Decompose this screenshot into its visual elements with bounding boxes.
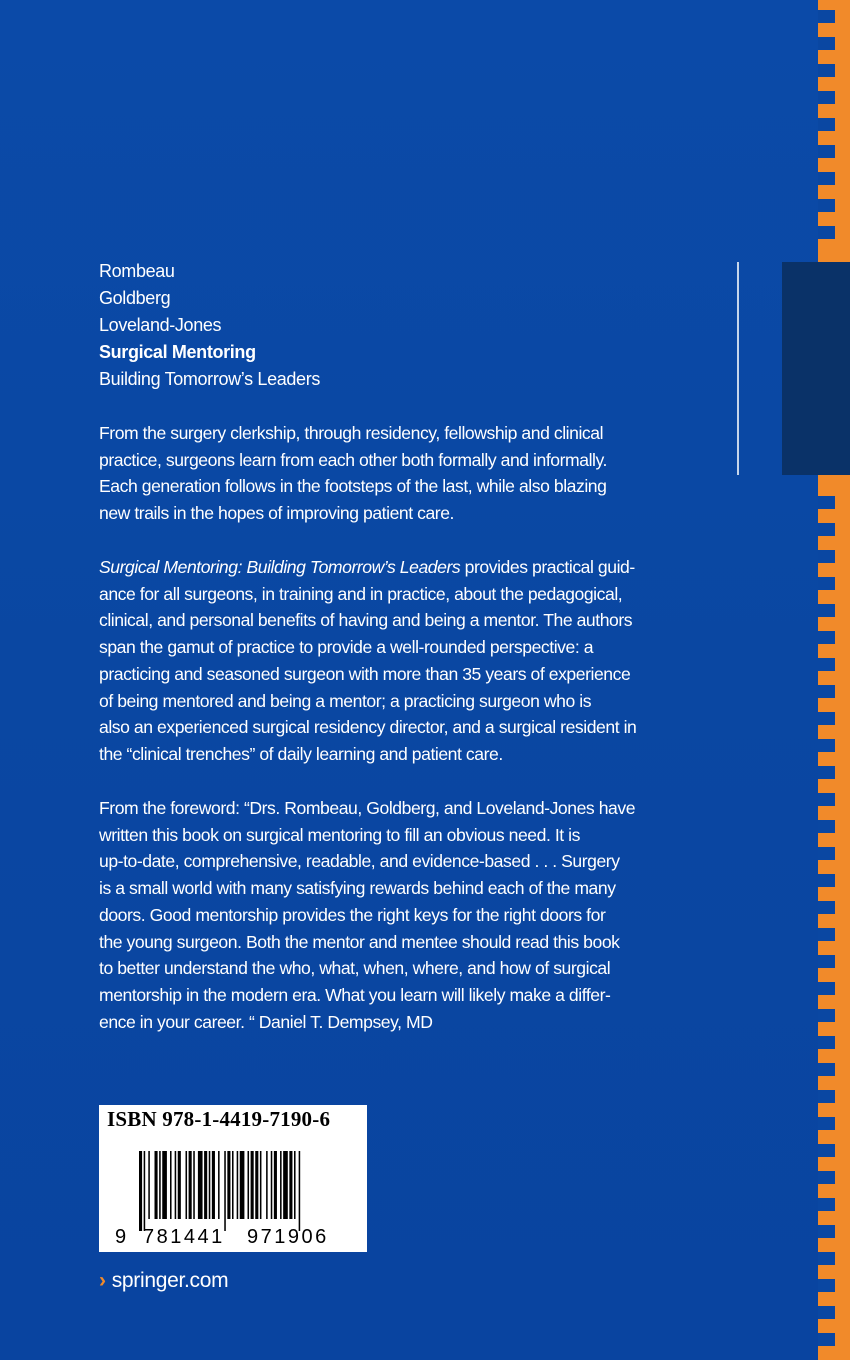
blurb-line: is a small world with many satisfying rewards behind each of the many xyxy=(99,878,616,899)
blurb-line: up-to-date, comprehensive, readable, and evidence-based . . . Surgery xyxy=(99,851,620,872)
barcode-bar xyxy=(294,1151,296,1219)
edge-notch xyxy=(818,739,835,752)
edge-notch xyxy=(818,226,835,239)
barcode-bar xyxy=(248,1151,250,1219)
edge-notch xyxy=(818,523,835,536)
blurb-line: ence in your career. “ Daniel T. Dempsey, MD xyxy=(99,1011,433,1032)
edge-notch xyxy=(818,1090,835,1103)
barcode-bar xyxy=(144,1151,146,1231)
barcode-bar xyxy=(159,1151,161,1219)
edge-notch xyxy=(818,928,835,941)
blurb-line: ance for all surgeons, in training and in practice, about the pedagogical, xyxy=(99,583,623,604)
edge-notch xyxy=(818,172,835,185)
barcode-bar xyxy=(232,1151,234,1219)
edge-notch xyxy=(818,1117,835,1130)
barcode-bar xyxy=(155,1151,158,1219)
blurb-line: doors. Good mentorship provides the right keys for the right doors for xyxy=(99,904,606,925)
barcode-bar xyxy=(162,1151,167,1219)
barcode-bar xyxy=(271,1151,273,1219)
barcode-bar xyxy=(148,1151,150,1219)
edge-notch xyxy=(818,1036,835,1049)
edge-notch xyxy=(818,496,835,509)
blurb-paragraph-3 xyxy=(99,795,636,1035)
publisher-link[interactable] xyxy=(99,1266,228,1296)
blurb-line: the young surgeon. Both the mentor and mentee should read this book xyxy=(99,931,620,952)
edge-notch xyxy=(818,1144,835,1157)
barcode-bar xyxy=(178,1151,181,1219)
edge-notch xyxy=(818,1279,835,1292)
edge-notch xyxy=(818,685,835,698)
author-2: Goldberg xyxy=(99,288,171,308)
edge-notch xyxy=(818,955,835,968)
barcode-bar xyxy=(224,1151,226,1231)
edge-notch xyxy=(818,10,835,23)
isbn-barcode-box xyxy=(99,1105,367,1252)
barcode-bar xyxy=(237,1151,239,1219)
barcode-bar xyxy=(139,1151,142,1231)
blurb-line: practicing and seasoned surgeon with more than 35 years of experience xyxy=(99,663,631,684)
barcode-bar xyxy=(186,1151,188,1219)
edge-notch xyxy=(818,64,835,77)
edge-notch xyxy=(818,1171,835,1184)
barcode-bar xyxy=(283,1151,288,1219)
barcode-bar xyxy=(204,1151,207,1219)
barcode-bar xyxy=(170,1151,172,1219)
edge-notch xyxy=(818,550,835,563)
edge-band-dark xyxy=(782,262,850,475)
blurb-line: span the gamut of practice to provide a well-rounded perspective: a xyxy=(99,637,594,658)
blurb-line: mentorship in the modern era. What you learn will likely make a differ- xyxy=(99,984,611,1005)
barcode-bar xyxy=(189,1151,192,1219)
barcode-bar xyxy=(209,1151,211,1219)
barcode-bar xyxy=(289,1151,292,1219)
barcode-bar xyxy=(299,1151,301,1231)
blurb-line: practice, surgeons learn from each other both formally and informally. xyxy=(99,449,607,470)
barcode-bar xyxy=(274,1151,277,1219)
blurb-line: to better understand the who, what, when, where, and how of surgical xyxy=(99,958,611,979)
vertical-divider xyxy=(737,262,739,475)
edge-notch xyxy=(818,1306,835,1319)
edge-notch xyxy=(818,874,835,887)
barcode-digits-left: 781441 xyxy=(143,1226,225,1248)
blurb-paragraph-2 xyxy=(99,554,637,768)
edge-notch xyxy=(818,1009,835,1022)
edge-notch xyxy=(818,766,835,779)
blurb-line: of being mentored and being a mentor; a practicing surgeon who is xyxy=(99,690,592,711)
barcode-bar xyxy=(266,1151,268,1219)
blurb-line: clinical, and personal benefits of having and being a mentor. The authors xyxy=(99,610,633,631)
edge-notch xyxy=(818,901,835,914)
blurb-line: also an experienced surgical residency director, and a surgical resident in xyxy=(99,717,637,738)
barcode-bar xyxy=(193,1151,195,1219)
edge-notch xyxy=(818,577,835,590)
book-subtitle: Building Tomorrow’s Leaders xyxy=(99,369,321,389)
barcode-bar xyxy=(255,1151,258,1219)
barcode-digit-lead: 9 xyxy=(115,1226,127,1248)
edge-notch xyxy=(818,1198,835,1211)
blurb-line: Each generation follows in the footsteps of the last, while also blazing xyxy=(99,476,607,497)
barcode-bar xyxy=(240,1151,245,1219)
edge-notch xyxy=(818,1225,835,1238)
edge-notch xyxy=(818,1333,835,1346)
edge-notch xyxy=(818,712,835,725)
blurb-line: written this book on surgical mentoring to fill an obvious need. It is xyxy=(99,824,580,845)
edge-notch xyxy=(818,820,835,833)
barcode-bar xyxy=(218,1151,220,1219)
barcode-bar xyxy=(260,1151,262,1219)
edge-notch xyxy=(818,631,835,644)
publisher-url: springer.com xyxy=(111,1269,229,1292)
barcode-bar xyxy=(175,1151,177,1219)
edge-notch xyxy=(818,37,835,50)
blurb-paragraph-1 xyxy=(99,420,607,527)
edge-notch xyxy=(818,847,835,860)
barcode-bar xyxy=(212,1151,215,1219)
barcode-digits-right: 971906 xyxy=(247,1226,329,1248)
book-title: Surgical Mentoring xyxy=(99,342,256,362)
barcode-image xyxy=(109,1151,349,1249)
barcode-bar xyxy=(251,1151,254,1219)
edge-notch xyxy=(818,118,835,131)
edge-notch xyxy=(818,91,835,104)
blurb-line: From the foreword: “Drs. Rombeau, Goldberg, and Loveland-Jones have xyxy=(99,798,636,818)
author-3: Loveland-Jones xyxy=(99,315,222,335)
chevron-right-icon: › xyxy=(99,1269,106,1292)
blurb-line: new trails in the hopes of improving patient care. xyxy=(99,503,454,524)
edge-notch xyxy=(818,793,835,806)
isbn-label: ISBN 978-1-4419-7190-6 xyxy=(107,1107,331,1131)
book-title-italic: Surgical Mentoring: Building Tomorrow’s Leaders xyxy=(99,557,461,577)
edge-notch xyxy=(818,982,835,995)
barcode-bar xyxy=(198,1151,203,1219)
edge-notch xyxy=(818,1252,835,1265)
barcode-bar xyxy=(280,1151,282,1219)
blurb-line: From the surgery clerkship, through residency, fellowship and clinical xyxy=(99,423,604,443)
edge-notch xyxy=(818,199,835,212)
edge-notch xyxy=(818,145,835,158)
blurb-line-rest: provides practical guid- xyxy=(460,557,635,577)
barcode-bar xyxy=(227,1151,230,1219)
blurb-line xyxy=(99,554,635,581)
edge-notch xyxy=(818,658,835,671)
author-1: Rombeau xyxy=(99,261,175,281)
edge-notch xyxy=(818,1063,835,1076)
blurb-line: the “clinical trenches” of daily learning and patient care. xyxy=(99,743,503,764)
edge-notch xyxy=(818,604,835,617)
